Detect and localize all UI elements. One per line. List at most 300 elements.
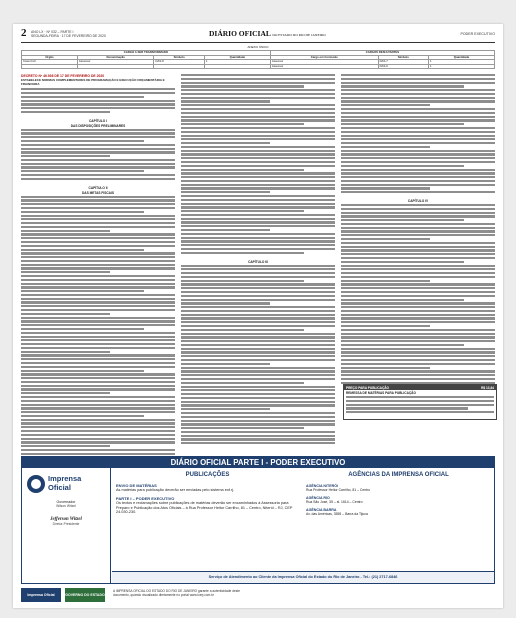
- text-line: [341, 227, 495, 229]
- text-line: [21, 111, 110, 113]
- text-line: [21, 309, 175, 311]
- text-line: [181, 272, 335, 274]
- text-line: [21, 159, 175, 161]
- text-line: [181, 135, 335, 137]
- text-line: [21, 411, 175, 413]
- text-line: [21, 298, 175, 300]
- parte-heading: PARTE I – PODER EXECUTIVO: [116, 495, 175, 501]
- text-line: [346, 400, 494, 402]
- text-line: [341, 208, 495, 210]
- text-line: [21, 140, 144, 142]
- text-line: [181, 325, 335, 327]
- section-name: PODER EXECUTIVO: [460, 32, 495, 36]
- text-line: [341, 314, 495, 316]
- text-line: [21, 422, 175, 424]
- text-line: [341, 82, 495, 84]
- official-name: Wilson Witzel: [56, 504, 76, 508]
- text-line: [181, 142, 270, 144]
- text-line: [21, 343, 175, 345]
- text-column-3: [341, 74, 495, 386]
- text-line: [181, 240, 335, 242]
- text-line: [181, 276, 335, 278]
- table-cell: [204, 64, 270, 69]
- agencias-heading: AGÊNCIAS DA IMPRENSA OFICIAL: [348, 472, 449, 478]
- text-line: [21, 103, 175, 105]
- text-line: [341, 135, 495, 137]
- annex-col: Quantidade: [204, 55, 270, 60]
- text-line: [181, 367, 335, 369]
- text-line: [341, 348, 495, 350]
- text-line: [21, 388, 175, 390]
- table-cell: [154, 64, 204, 69]
- text-line: [341, 108, 495, 110]
- text-line: [341, 295, 495, 297]
- text-line: [341, 104, 430, 106]
- text-line: [341, 172, 495, 174]
- text-line: [181, 397, 335, 399]
- text-line: [341, 280, 430, 282]
- text-line: [21, 129, 175, 131]
- text-line: [181, 401, 335, 403]
- notice-title: REMESSA DE MATÉRIAS PARA PUBLICAÇÃO: [346, 391, 416, 395]
- footer-line-1: A IMPRENSA OFICIAL DO ESTADO DO RIO DE JANEIRO garante a autenticidade deste: [113, 589, 241, 593]
- text-line: [181, 340, 335, 342]
- text-line: [181, 280, 304, 282]
- edition-line-2: SEGUNDA-FEIRA · 17 DE FEVEREIRO DE 2020: [31, 34, 106, 38]
- gazette-info-box: [21, 456, 495, 584]
- text-line: [341, 367, 430, 369]
- text-line: [341, 212, 495, 214]
- text-line: [181, 386, 335, 388]
- text-line: [181, 161, 335, 163]
- footer-line-2: documento, quando visualizado diretamente no portal www.ioerj.com.br: [113, 593, 214, 597]
- text-line: [21, 275, 175, 277]
- annex-col: Órgão: [22, 55, 78, 60]
- text-line: [181, 306, 335, 308]
- text-line: [181, 283, 335, 285]
- text-line: [346, 411, 494, 413]
- text-line: [181, 180, 335, 182]
- text-line: [21, 267, 175, 269]
- text-line: [21, 290, 144, 292]
- text-line: [181, 195, 335, 197]
- official-title: Diretor-Presidente: [52, 522, 80, 526]
- text-line: [341, 89, 495, 91]
- text-line: [181, 203, 335, 205]
- officials-list: [22, 500, 110, 526]
- edition-info: [31, 30, 106, 38]
- text-line: [181, 404, 335, 406]
- text-line: [21, 301, 175, 303]
- text-line: [341, 325, 430, 327]
- agency-address: Rua São José, 35 – sl. 1614 – Centro: [306, 500, 363, 504]
- agency-address: Av. das Américas, 3555 – Barra da Tijuca: [306, 512, 368, 516]
- decree-title: DECRETO Nº 46.936 DE 17 DE FEVEREIRO DE 2020: [21, 74, 105, 78]
- text-line: [341, 317, 495, 319]
- text-line: [181, 116, 335, 118]
- chapter-heading: CAPÍTULO IV: [407, 199, 429, 203]
- table-cell: Assessor: [270, 60, 378, 65]
- text-line: [181, 153, 335, 155]
- table-cell: Casa Civil: [22, 60, 78, 65]
- text-line: [181, 119, 335, 121]
- logo-word-2: Oficial: [48, 483, 71, 492]
- text-line: [21, 305, 175, 307]
- text-line: [341, 230, 495, 232]
- text-line: [21, 351, 110, 353]
- text-line: [21, 400, 175, 402]
- text-line: [181, 363, 270, 365]
- text-line: [181, 218, 335, 220]
- signature: Jefferson Witzel: [50, 517, 82, 522]
- text-line: [21, 148, 175, 150]
- text-line: [181, 416, 335, 418]
- text-line: [341, 299, 464, 301]
- text-line: [181, 310, 335, 312]
- text-line: [341, 283, 495, 285]
- text-line: [21, 271, 110, 273]
- text-line: [21, 174, 175, 176]
- text-line: [181, 138, 335, 140]
- envio-text: As matérias para publicação deverão ser enviadas pelo sistema eof.rj.: [116, 488, 235, 492]
- text-line: [341, 291, 495, 293]
- text-line: [181, 187, 335, 189]
- text-line: [341, 123, 464, 125]
- text-line: [21, 96, 144, 98]
- table-cell: 1: [204, 60, 270, 65]
- text-line: [341, 242, 495, 244]
- table-cell: Assessor: [270, 64, 378, 69]
- edition-line-1: ANO LX · Nº 032 – PARTE I: [31, 30, 74, 34]
- text-line: [181, 302, 270, 304]
- text-line: [181, 287, 335, 289]
- text-line: [181, 268, 335, 270]
- page-header: [21, 27, 495, 42]
- text-line: [21, 404, 175, 406]
- text-line: [181, 374, 335, 376]
- text-line: [341, 191, 495, 193]
- text-line: [181, 438, 335, 440]
- text-line: [341, 363, 495, 365]
- text-line: [21, 294, 175, 296]
- text-line: [21, 107, 175, 109]
- annex-caption: ANEXO ÚNICO: [247, 45, 269, 49]
- text-line: [21, 252, 175, 254]
- text-line: [21, 347, 175, 349]
- text-line: [341, 138, 495, 140]
- annex-left-head: CARGO A SER TRANSFORMADO: [22, 51, 271, 56]
- text-line: [341, 150, 495, 152]
- text-line: [21, 286, 175, 288]
- info-column-headers: [112, 470, 494, 480]
- text-line: [341, 116, 495, 118]
- text-line: [341, 157, 495, 159]
- text-line: [341, 310, 495, 312]
- text-line: [21, 320, 175, 322]
- text-line: [21, 449, 175, 451]
- text-line: [181, 146, 335, 148]
- text-line: [181, 172, 335, 174]
- envio-heading: ENVIO DE MATÉRIAS: [116, 483, 157, 488]
- page-number: 2: [21, 27, 27, 39]
- text-line: [181, 157, 335, 159]
- chapter-heading: CAPÍTULO II: [88, 185, 108, 190]
- text-line: [346, 407, 468, 409]
- chapter-heading: CAPÍTULO III: [248, 259, 268, 264]
- text-line: [21, 336, 175, 338]
- text-line: [181, 295, 335, 297]
- text-line: [181, 427, 304, 429]
- text-line: [341, 355, 495, 357]
- page-footer: [21, 586, 495, 604]
- text-line: [341, 306, 495, 308]
- official-title: Governador: [56, 500, 76, 504]
- text-line: [21, 136, 175, 138]
- text-line: [21, 132, 175, 134]
- text-line: [21, 196, 175, 198]
- text-line: [181, 336, 335, 338]
- text-line: [181, 321, 335, 323]
- text-line: [341, 329, 495, 331]
- text-line: [341, 246, 495, 248]
- table-cell: 1: [428, 64, 494, 69]
- text-line: [181, 100, 270, 102]
- text-line: [21, 434, 175, 436]
- text-line: [341, 219, 464, 221]
- text-line: [21, 144, 175, 146]
- text-line: [181, 252, 304, 254]
- government-footer-logo: GOVERNO DO ESTADO: [65, 588, 105, 602]
- text-line: [341, 370, 495, 372]
- text-line: [181, 431, 335, 433]
- text-line: [21, 203, 175, 205]
- text-line: [181, 221, 335, 223]
- text-line: [181, 89, 335, 91]
- text-line: [21, 358, 175, 360]
- imprensa-emblem-icon: [27, 475, 45, 493]
- text-line: [341, 276, 495, 278]
- text-line: [21, 155, 110, 157]
- text-line: [181, 382, 304, 384]
- annex-col: Cargo em Comissão: [270, 55, 378, 60]
- text-line: [21, 199, 175, 201]
- header-rule: [21, 42, 495, 43]
- text-line: [181, 214, 335, 216]
- text-line: [346, 404, 494, 406]
- agency-name: AGÊNCIA NITERÓI: [306, 484, 339, 488]
- text-line: [21, 370, 144, 372]
- chapter-subheading: DAS DISPOSIÇÕES PRELIMINARES: [70, 123, 126, 128]
- text-line: [21, 313, 110, 315]
- text-line: [21, 92, 175, 94]
- text-line: [21, 396, 175, 398]
- text-line: [341, 119, 495, 121]
- gazette-logo-text: DIÁRIO OFICIAL: [209, 29, 271, 38]
- text-line: [21, 178, 175, 180]
- text-line: [21, 222, 175, 224]
- imprensa-oficial-logo: [27, 473, 105, 497]
- text-line: [21, 407, 175, 409]
- text-line: [181, 355, 335, 357]
- text-line: [21, 100, 175, 102]
- text-line: [21, 339, 175, 341]
- text-line: [21, 279, 175, 281]
- table-cell: [77, 64, 154, 69]
- text-line: [341, 378, 495, 380]
- text-line: [181, 329, 304, 331]
- text-line: [21, 385, 175, 387]
- text-line: [21, 419, 175, 421]
- publicacoes-panel: [112, 480, 302, 571]
- text-line: [181, 199, 335, 201]
- text-line: [181, 150, 335, 152]
- text-line: [341, 261, 464, 263]
- text-line: [341, 344, 464, 346]
- parte-text: Os textos e reclamações sobre publicações de matérias deverão ser encaminhados à Assessoria para Preparo e Publicação dos Atos Oficiais – à Rua Professor Heitor Carrilho, 81 – Centro, Niterói – RJ, CEP 24.030-230.: [116, 500, 293, 515]
- text-line: [21, 211, 144, 213]
- text-line: [341, 340, 495, 342]
- text-line: [341, 204, 495, 206]
- text-line: [341, 184, 495, 186]
- text-line: [181, 82, 335, 84]
- text-line: [21, 445, 110, 447]
- text-line: [181, 351, 335, 353]
- text-line: [21, 237, 175, 239]
- text-line: [181, 408, 270, 410]
- text-line: [21, 260, 175, 262]
- agency-name: AGÊNCIA RIO: [306, 496, 330, 500]
- text-line: [21, 88, 175, 90]
- text-line: [181, 165, 335, 167]
- text-line: [181, 229, 270, 231]
- text-line: [181, 423, 335, 425]
- text-line: [181, 112, 335, 114]
- logo-word-1: Imprensa: [48, 474, 82, 483]
- text-line: [21, 283, 175, 285]
- text-line: [341, 287, 495, 289]
- text-line: [341, 257, 495, 259]
- text-line: [21, 415, 144, 417]
- text-line: [341, 249, 495, 251]
- text-line: [181, 127, 335, 129]
- text-line: [21, 441, 175, 443]
- text-line: [341, 169, 495, 171]
- text-line: [181, 191, 270, 193]
- text-line: [341, 268, 495, 270]
- text-line: [181, 244, 335, 246]
- annex-col: Quantidade: [428, 55, 494, 60]
- text-line: [181, 210, 304, 212]
- annex-right-head: CARGOS RESULTANTES: [270, 51, 494, 56]
- text-line: [341, 351, 495, 353]
- text-line: [181, 184, 335, 186]
- annex-col: Símbolo: [378, 55, 428, 60]
- text-line: [21, 332, 175, 334]
- text-line: [181, 104, 335, 106]
- info-banner: DIÁRIO OFICIAL PARTE I - PODER EXECUTIVO: [22, 457, 494, 468]
- text-line: [181, 225, 335, 227]
- text-line: [341, 302, 495, 304]
- text-column-1: [21, 74, 175, 468]
- text-line: [181, 131, 335, 133]
- text-line: [21, 328, 144, 330]
- imprensa-footer-logo: Imprensa Oficial: [21, 588, 61, 602]
- text-line: [21, 362, 175, 364]
- annex-col: Símbolo: [154, 55, 204, 60]
- text-line: [21, 226, 175, 228]
- table-cell: DAS-7: [378, 60, 428, 65]
- text-line: [181, 314, 335, 316]
- text-line: [181, 169, 304, 171]
- text-line: [341, 223, 495, 225]
- text-line: [21, 256, 175, 258]
- text-line: [21, 241, 175, 243]
- decree-summary: ESTABELECE NORMAS COMPLEMENTARES DE PROGRAMAÇÃO E EXECUÇÃO ORÇAMENTÁRIA E FINANCEIRA: [21, 78, 165, 86]
- text-line: [181, 420, 335, 422]
- text-line: [341, 127, 495, 129]
- price-value: R$ 13,84: [481, 385, 494, 390]
- text-line: [181, 393, 335, 395]
- text-line: [341, 333, 495, 335]
- text-line: [181, 123, 304, 125]
- text-line: [341, 146, 430, 148]
- text-line: [21, 381, 175, 383]
- text-line: [341, 176, 495, 178]
- text-line: [341, 100, 495, 102]
- text-line: [181, 348, 335, 350]
- text-line: [341, 161, 495, 163]
- text-line: [341, 374, 495, 376]
- text-line: [341, 74, 495, 76]
- text-line: [21, 245, 175, 247]
- table-cell: 1: [428, 60, 494, 65]
- text-line: [181, 206, 335, 208]
- table-row: [22, 64, 495, 69]
- text-line: [341, 253, 495, 255]
- text-line: [181, 108, 335, 110]
- text-line: [341, 180, 495, 182]
- text-line: [21, 218, 175, 220]
- text-line: [21, 373, 175, 375]
- publication-price-box: [343, 384, 497, 420]
- text-line: [21, 366, 175, 368]
- text-line: [21, 377, 175, 379]
- text-line: [341, 272, 495, 274]
- text-line: [181, 344, 335, 346]
- table-cell: Assessor: [77, 60, 154, 65]
- gazette-logo-subtext: DO ESTADO DO RIO DE JANEIRO: [272, 33, 326, 37]
- text-line: [181, 93, 335, 95]
- text-line: [181, 333, 335, 335]
- authenticity-notice: [113, 589, 495, 597]
- text-line: [181, 317, 335, 319]
- text-line: [341, 165, 464, 167]
- agencias-panel: [306, 480, 490, 571]
- text-column-2: [181, 74, 335, 446]
- text-line: [181, 442, 335, 444]
- gazette-page: [13, 24, 503, 608]
- text-line: [341, 336, 495, 338]
- imprensa-panel: [22, 468, 111, 583]
- text-line: [341, 93, 495, 95]
- text-line: [21, 166, 175, 168]
- text-line: [21, 215, 175, 217]
- table-cell: DAS-6: [378, 64, 428, 69]
- annex-table: [21, 45, 495, 69]
- text-line: [341, 142, 495, 144]
- text-line: [341, 215, 495, 217]
- text-line: [181, 299, 335, 301]
